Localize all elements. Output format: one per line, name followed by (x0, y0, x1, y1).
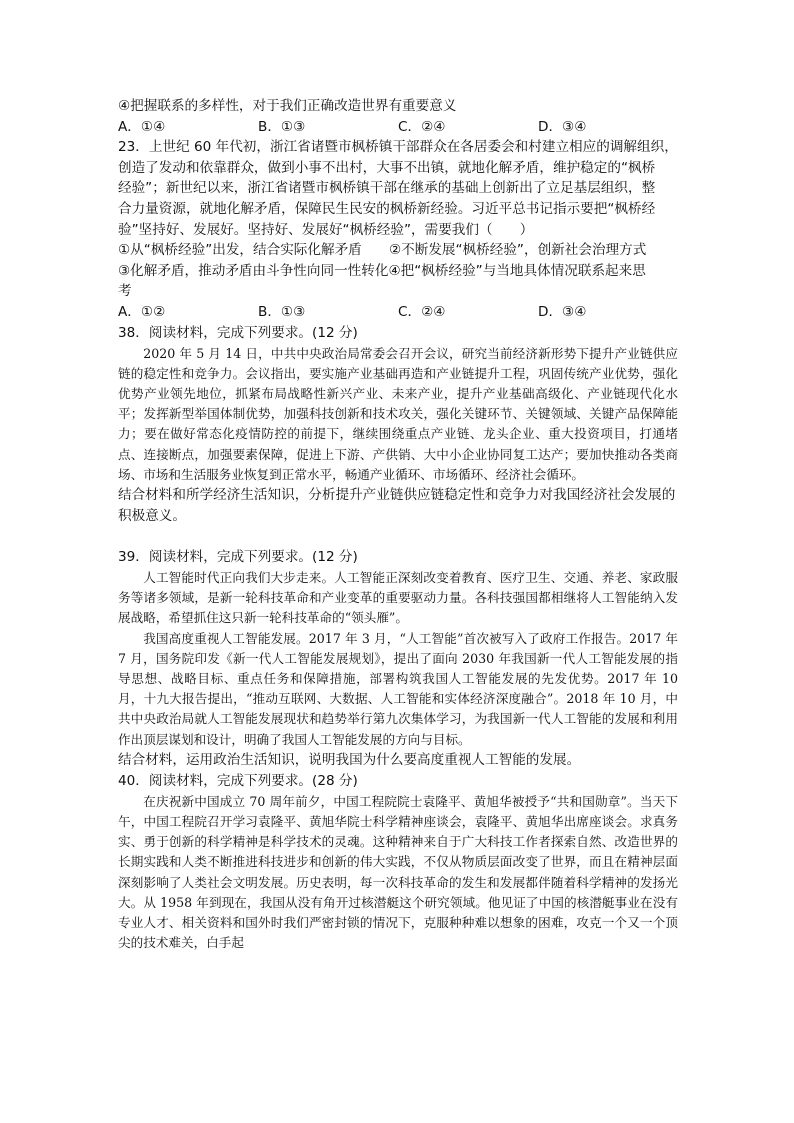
q23-stem-line: 合力量资源，就地化解矛盾，保障民生民安的枫桥新经验。习近平总书记指示要把“枫桥经 (118, 200, 656, 217)
q23-item-line: ①从“枫桥经验”出发，结合实际化解矛盾 ②不断发展“枫桥经验”，创新社会治理方式 (118, 242, 647, 259)
spacer (118, 527, 678, 547)
q23-option-d: D．③④ (538, 303, 587, 320)
q23-option-a: A．①② (118, 303, 166, 320)
q23-stem-line: 23．上世纪 60 年代初，浙江省诸暨市枫桥镇干部群众在各居委会和村建立相应的调解组织， (118, 139, 678, 156)
q39-paragraph-1: 人工智能时代正向我们大步走来。人工智能正深刻改变着教育、医疗卫生、交通、养老、家政服务等诸多领域，是新一轮科技革命和产业变革的重要驱动力量。各科技强国都相继将人工智能纳入发展战略，希望抓住这只新一轮科技革命的“领头雁”。 (118, 569, 678, 626)
question-23 (118, 137, 678, 322)
q22-option-a: A．①④ (118, 118, 166, 135)
question-40 (118, 771, 678, 954)
exam-page (118, 96, 678, 953)
q22-option-c: C．②④ (398, 118, 446, 135)
q39-heading: 39．阅读材料，完成下列要求。(12 分) (118, 548, 358, 565)
q38-prompt: 结合材料和所学经济生活知识，分析提升产业链供应链稳定性和竞争力对我国经济社会发展的积极意义。 (118, 486, 676, 524)
q23-options (118, 302, 678, 323)
q23-option-b: B．①③ (258, 303, 306, 320)
q23-stem-line: 验”坚持好、发展好。坚持好、发展好“枫桥经验”，需要我们（ ） (118, 221, 534, 238)
q38-material: 2020 年 5 月 14 日，中共中央政治局常委会召开会议，研究当前经济新形势下提升产业链供应链的稳定性和竞争力。会议指出，要实施产业基础再造和产业链提升工程，巩固传统产业优势，强化优势产业领先地位，抓紧布局战略性新兴产业、未来产业，提升产业基础高级化、产业链现代化水平；发挥新型举国体制优势，加强科技创新和技术攻关，强化关键环节、关键领域、关键产品保障能力；要在做好常态化疫情防控的前提下，继续围绕重点产业链、龙头企业、重大投资项目，打通堵点、连接断点，加强要素保障，促进上下游、产供销、大中小企业协同复工达产；要加快推动各类商场、市场和生活服务业恢复到正常水平，畅通产业循环、市场循环、经济社会循环。 (118, 345, 678, 482)
q40-heading: 40．阅读材料，完成下列要求。(28 分) (118, 772, 358, 789)
q22-option-b: B．①③ (258, 118, 306, 135)
q39-paragraph-2: 我国高度重视人工智能发展。2017 年 3 月，“人工智能”首次被写入了政府工作报告。2017 年 7 月，国务院印发《新一代人工智能发展规划》，提出了面向 2030 年我国新一代人工智能发展的指导思想、战略目标、重点任务和保障措施，部署构筑我国人工智能发展的先发优势。2017 年 10 月，十九大报告提出，“推动互联网、大数据、人工智能和实体经济深度融合”。2018 年 10 月，中共中央政治局就人工智能发展现状和趋势举行第九次集体学习，为我国新一代人工智能的发展和利用作出顶层谋划和设计，明确了我国人工智能发展的方向与目标。 (118, 630, 678, 747)
q23-option-c: C．②④ (398, 303, 446, 320)
question-22-tail (118, 96, 678, 137)
question-39 (118, 547, 678, 771)
q39-prompt: 结合材料，运用政治生活知识，说明我国为什么要高度重视人工智能的发展。 (118, 751, 581, 768)
question-38 (118, 323, 678, 527)
q22-option-d: D．③④ (538, 118, 587, 135)
q23-item-line: ③化解矛盾，推动矛盾由斗争性向同一性转化④把“枫桥经验”与当地具体情况联系起来思 (118, 262, 646, 279)
q22-item-4: ④把握联系的多样性，对于我们正确改造世界有重要意义 (118, 98, 457, 114)
q22-options (118, 117, 678, 138)
q23-stem-line: 创造了发动和依靠群众，做到小事不出村，大事不出镇，就地化解矛盾，维护稳定的“枫桥 (118, 159, 656, 176)
q23-item-line: 考 (118, 283, 132, 300)
q40-material: 在庆祝新中国成立 70 周年前夕，中国工程院院士袁隆平、黄旭华被授予“共和国勋章”。当天下午，中国工程院召开学习袁隆平、黄旭华院士科学精神座谈会，袁隆平、黄旭华出席座谈会。求真务实、勇于创新的科学精神是科学技术的灵魂。这种精神来自于广大科技工作者探索自然、改造世界的长期实践和人类不断推进科技进步和创新的伟大实践，不仅从物质层面改变了世界，而且在精神层面深刻影响了人类社会文明发展。历史表明，每一次科技革命的发生和发展都伴随着科学精神的发扬光大。从 1958 年到现在，我国从没有角开过核潜艇这个研究领域。他见证了中国的核潜艇事业在没有专业人才、相关资料和国外时我们严密封锁的情况下，克服种种难以想象的困难，攻克一个又一个顶尖的技术难关，白手起 (118, 793, 678, 951)
q23-stem-line: 经验”；新世纪以来，浙江省诸暨市枫桥镇干部在继承的基础上创新出了立足基层组织，整 (118, 180, 656, 197)
q38-heading: 38．阅读材料，完成下列要求。(12 分) (118, 324, 358, 341)
